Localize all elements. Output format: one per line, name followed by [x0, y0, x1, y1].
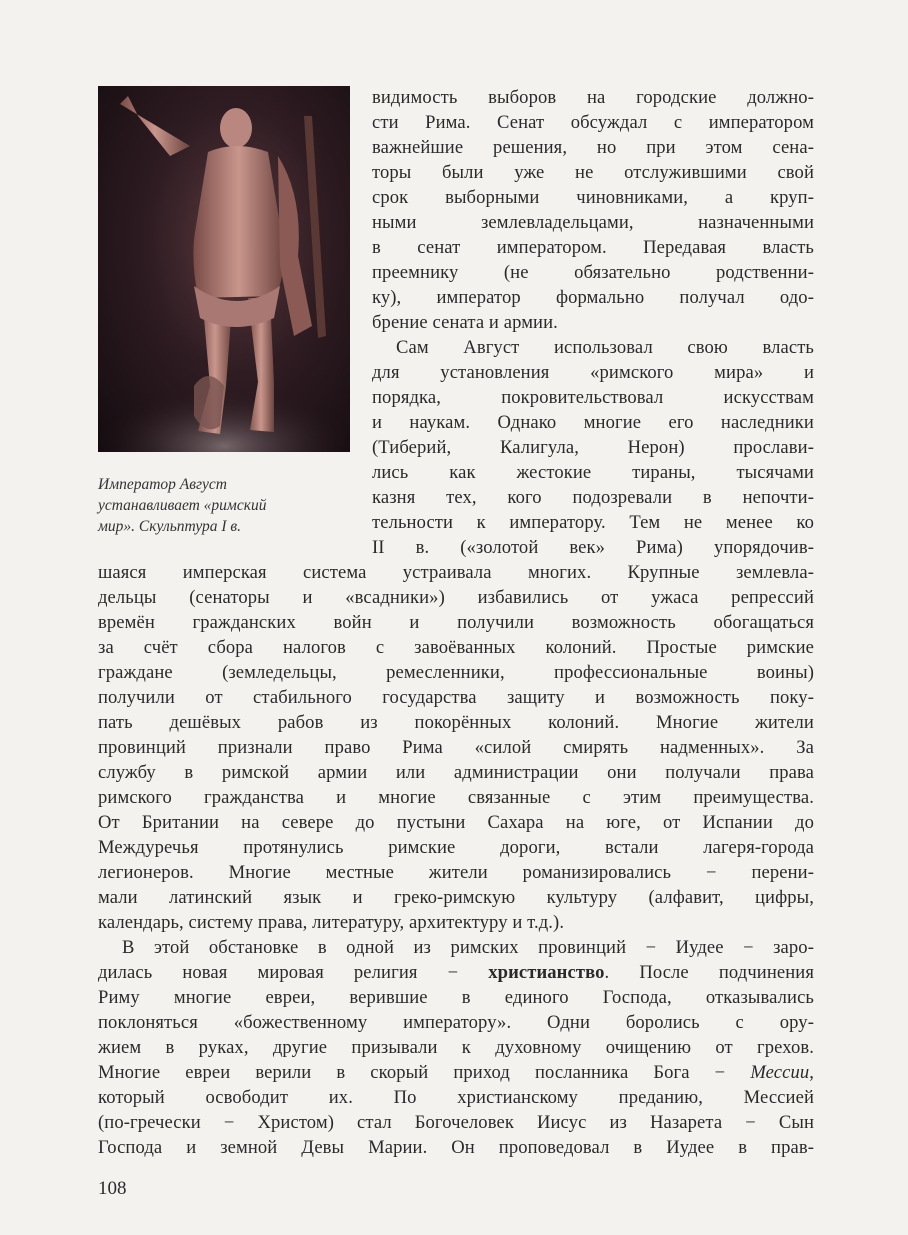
text-line: тельности к императору. Тем не менее ко	[372, 512, 814, 533]
caption-line: устанавливает «римский	[98, 497, 267, 514]
text-run: ,	[809, 1062, 814, 1083]
text-line: важнейшие решения, но при этом сена-	[372, 137, 814, 158]
text-line: и наукам. Однако многие его наследники	[372, 412, 814, 433]
text-line: времён гражданских войн и получили возможность обогащаться	[98, 612, 814, 633]
text-line: брение сената и армии.	[372, 312, 558, 333]
statue-photo	[98, 86, 350, 452]
text-run: Многие евреи верили в скорый приход посланника Бога −	[98, 1062, 751, 1083]
text-line: торы были уже не отслужившими свой	[372, 162, 814, 183]
text-line: получили от стабильного государства защиту и возможность поку-	[98, 687, 814, 708]
term-christianity: христианство	[488, 962, 605, 983]
text-run: . После подчинения	[604, 962, 814, 983]
text-line: поклоняться «божественному императору». Одни боролись с ору-	[98, 1012, 814, 1033]
page-number: 108	[98, 1178, 127, 1199]
text-line: службу в римской армии или администрации они получали права	[98, 762, 814, 783]
text-line: граждане (земледельцы, ремесленники, профессиональные воины)	[98, 662, 814, 683]
text-line: провинций признали право Рима «силой смирять надменных». За	[98, 737, 814, 758]
text-line: пать дешёвых рабов из покорённых колоний. Многие жители	[98, 712, 814, 733]
text-line: сти Рима. Сенат обсуждал с императором	[372, 112, 814, 133]
text-line: видимость выборов на городские должно-	[372, 87, 814, 108]
text-line: римского гражданства и многие связанные с этим преимущества.	[98, 787, 814, 808]
text-line	[98, 1061, 814, 1085]
text-line: Сам Август использовал свою власть	[396, 337, 814, 358]
text-line: ку), император формально получал одо-	[372, 287, 814, 308]
text-line: (Тиберий, Калигула, Нерон) прослави-	[372, 437, 814, 458]
text-line: календарь, систему права, литературу, архитектуру и т.д.).	[98, 912, 565, 933]
text-line: срок выборными чиновниками, а круп-	[372, 187, 814, 208]
text-line	[98, 961, 814, 985]
text-line: дельцы (сенаторы и «всадники») избавились от ужаса репрессий	[98, 587, 814, 608]
text-line: Господа и земной Девы Марии. Он проповедовал в Иудее в прав-	[98, 1137, 814, 1158]
figure-caption	[98, 474, 350, 537]
caption-line: мир». Скульптура I в.	[98, 518, 242, 535]
text-line: мали латинский язык и греко-римскую культуру (алфавит, цифры,	[98, 887, 814, 908]
text-line: (по-гречески − Христом) стал Богочеловек Иисус из Назарета − Сын	[98, 1112, 814, 1133]
text-line: Междуречья протянулись римские дороги, встали лагеря-города	[98, 837, 814, 858]
text-line: В этой обстановке в одной из римских провинций − Иудее − заро-	[122, 937, 814, 958]
text-line: казня тех, кого подозревали в непочти-	[372, 487, 814, 508]
text-line: лись как жестокие тираны, тысячами	[372, 462, 814, 483]
text-run: дилась новая мировая религия −	[98, 962, 489, 983]
text-line: Риму многие евреи, верившие в единого Господа, отказывались	[98, 987, 814, 1008]
text-line: ными землевладельцами, назначенными	[372, 212, 814, 233]
text-line: жием в руках, другие призывали к духовному очищению от грехов.	[98, 1037, 814, 1058]
text-line: шаяся имперская система устраивала многих. Крупные землевла-	[98, 562, 814, 583]
text-line: легионеров. Многие местные жители романизировались − перени-	[98, 862, 814, 883]
statue-icon	[98, 86, 350, 452]
text-line: в сенат императором. Передавая власть	[372, 237, 814, 258]
text-line: за счёт сбора налогов с завоёванных колоний. Простые римские	[98, 637, 814, 658]
text-line: II в. («золотой век» Рима) упорядочив-	[372, 537, 814, 558]
term-messiah: Мессии	[750, 1062, 810, 1083]
text-line: порядка, покровительствовал искусствам	[372, 387, 814, 408]
text-line: преемнику (не обязательно родственни-	[372, 262, 814, 283]
text-line: От Британии на севере до пустыни Сахара на юге, от Испании до	[98, 812, 814, 833]
text-line: для установления «римского мира» и	[372, 362, 814, 383]
text-line: который освободит их. По христианскому преданию, Мессией	[98, 1087, 814, 1108]
caption-line: Император Август	[98, 476, 227, 493]
